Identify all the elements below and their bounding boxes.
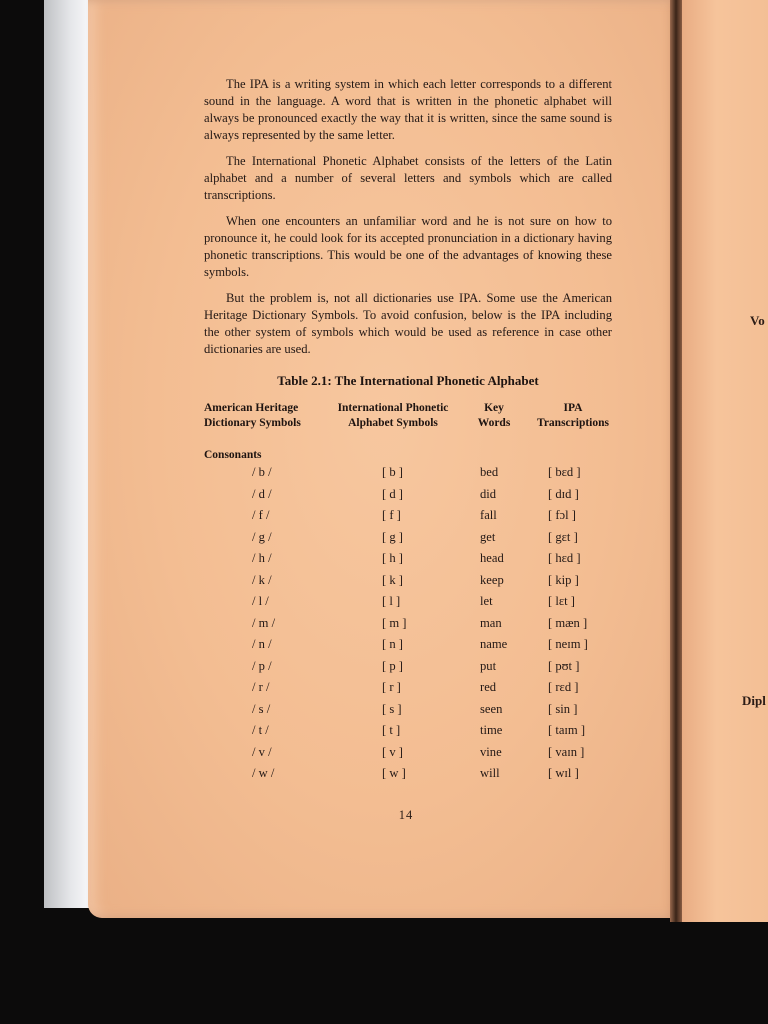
american-heritage-symbol: / d / — [252, 486, 272, 501]
american-heritage-symbol: / w / — [252, 766, 275, 780]
key-word: red — [480, 680, 497, 694]
key-word: fall — [480, 508, 497, 522]
table-row — [0, 702, 768, 724]
ipa-transcription: [ neɪm ] — [548, 637, 588, 651]
ipa-symbol: [ k ] — [382, 572, 403, 587]
key-word: head — [480, 551, 504, 565]
ipa-transcription: [ taɪm ] — [548, 723, 586, 737]
header-ipa-symbols: International Phonetic Alphabet Symbols — [337, 402, 449, 429]
key-word: did — [480, 486, 497, 501]
table-row — [0, 680, 768, 702]
table-title: Table 2.1: The International Phonetic Alphabet — [277, 373, 539, 388]
ipa-transcription: [ mæn ] — [548, 615, 588, 630]
ipa-symbol: [ s ] — [382, 701, 402, 716]
american-heritage-symbol: / r / — [252, 680, 270, 694]
table-row — [0, 530, 768, 552]
body-text — [204, 76, 612, 367]
key-word: bed — [480, 465, 499, 479]
ipa-transcription: [ rɛd ] — [548, 680, 579, 694]
consonant-table-body — [0, 465, 768, 788]
ipa-symbol: [ t ] — [382, 723, 401, 737]
key-word: keep — [480, 572, 504, 587]
key-word: let — [480, 594, 493, 608]
key-word: vine — [480, 744, 502, 759]
table-row — [0, 766, 768, 788]
ipa-transcription: [ fɔl ] — [548, 508, 576, 522]
american-heritage-symbol: / l / — [252, 594, 269, 608]
ipa-symbol: [ n ] — [382, 637, 403, 651]
american-heritage-symbol: / k / — [252, 572, 272, 587]
table-row — [0, 551, 768, 573]
paragraph-1: The IPA is a writing system in which each letter corresponds to a different sound in the language. A word that is written in the phonetic alphabet will always be pronounced exactly the way that it is written, since the same sound is always represented by the same letter. — [204, 77, 612, 142]
key-word: seen — [480, 701, 503, 716]
key-word: time — [480, 723, 503, 737]
key-word: man — [480, 615, 502, 630]
section-consonants: Consonants — [204, 449, 262, 461]
key-word: put — [480, 658, 497, 673]
ipa-transcription: [ sin ] — [548, 701, 578, 716]
table-row — [0, 659, 768, 681]
american-heritage-symbol: / h / — [252, 551, 272, 565]
ipa-transcription: [ hɛd ] — [548, 551, 581, 565]
paragraph-3: When one encounters an unfamiliar word and he is not sure on how to pronounce it, he could look for its accepted pronunciation in a dictionary having phonetic transcriptions. This would be one of the advantages of knowing these symbols. — [204, 214, 612, 279]
american-heritage-symbol: / f / — [252, 508, 270, 522]
table-row — [0, 616, 768, 638]
american-heritage-symbol: / g / — [252, 529, 272, 544]
table-row — [0, 637, 768, 659]
ipa-transcription: [ lɛt ] — [548, 594, 575, 608]
ipa-symbol: [ p ] — [382, 658, 403, 673]
american-heritage-symbol: / n / — [252, 637, 272, 651]
ipa-symbol: [ b ] — [382, 465, 403, 479]
ipa-symbol: [ f ] — [382, 508, 401, 522]
key-word: get — [480, 529, 496, 544]
american-heritage-symbol: / p / — [252, 658, 272, 673]
ipa-transcription: [ kip ] — [548, 572, 579, 587]
header-american-heritage: American Heritage Dictionary Symbols — [204, 402, 301, 429]
ipa-symbol: [ d ] — [382, 486, 403, 501]
table-row — [0, 723, 768, 745]
table-row — [0, 745, 768, 767]
table-row — [0, 594, 768, 616]
table-row — [0, 465, 768, 487]
ipa-symbol: [ w ] — [382, 766, 406, 780]
table-row — [0, 487, 768, 509]
ipa-symbol: [ l ] — [382, 594, 401, 608]
ipa-symbol: [ g ] — [382, 529, 403, 544]
table-row — [0, 508, 768, 530]
american-heritage-symbol: / t / — [252, 723, 269, 737]
american-heritage-symbol: / s / — [252, 701, 271, 716]
header-key-words: Key Words — [477, 402, 511, 429]
american-heritage-symbol: / m / — [252, 615, 276, 630]
ipa-symbol: [ h ] — [382, 551, 403, 565]
right-page-word-dipl: Dipl — [742, 693, 766, 708]
ipa-symbol: [ r ] — [382, 680, 401, 694]
american-heritage-symbol: / b / — [252, 465, 272, 479]
key-word: name — [480, 637, 508, 651]
paragraph-2: The International Phonetic Alphabet consists of the letters of the Latin alphabet and a number of several letters and symbols which are called transcriptions. — [204, 154, 612, 202]
ipa-transcription: [ gɛt ] — [548, 529, 578, 544]
ipa-transcription: [ vaɪn ] — [548, 744, 585, 759]
ipa-transcription: [ wɪl ] — [548, 766, 579, 780]
key-word: will — [480, 766, 500, 780]
ipa-transcription: [ pʊt ] — [548, 658, 580, 673]
ipa-transcription: [ bɛd ] — [548, 465, 581, 479]
paragraph-4: But the problem is, not all dictionaries use IPA. Some use the American Heritage Dictionary Symbols. To avoid confusion, below is the IPA including the other system of symbols which would be used as reference in case other dictionaries are used. — [204, 291, 612, 356]
american-heritage-symbol: / v / — [252, 744, 272, 759]
ipa-symbol: [ v ] — [382, 744, 403, 759]
header-ipa-transcriptions: IPA Transcriptions — [537, 402, 609, 429]
table-row — [0, 573, 768, 595]
ipa-symbol: [ m ] — [382, 615, 407, 630]
page-number: 14 — [398, 808, 414, 822]
ipa-transcription: [ dɪd ] — [548, 486, 579, 501]
right-page-word-vo: Vo — [750, 313, 765, 328]
